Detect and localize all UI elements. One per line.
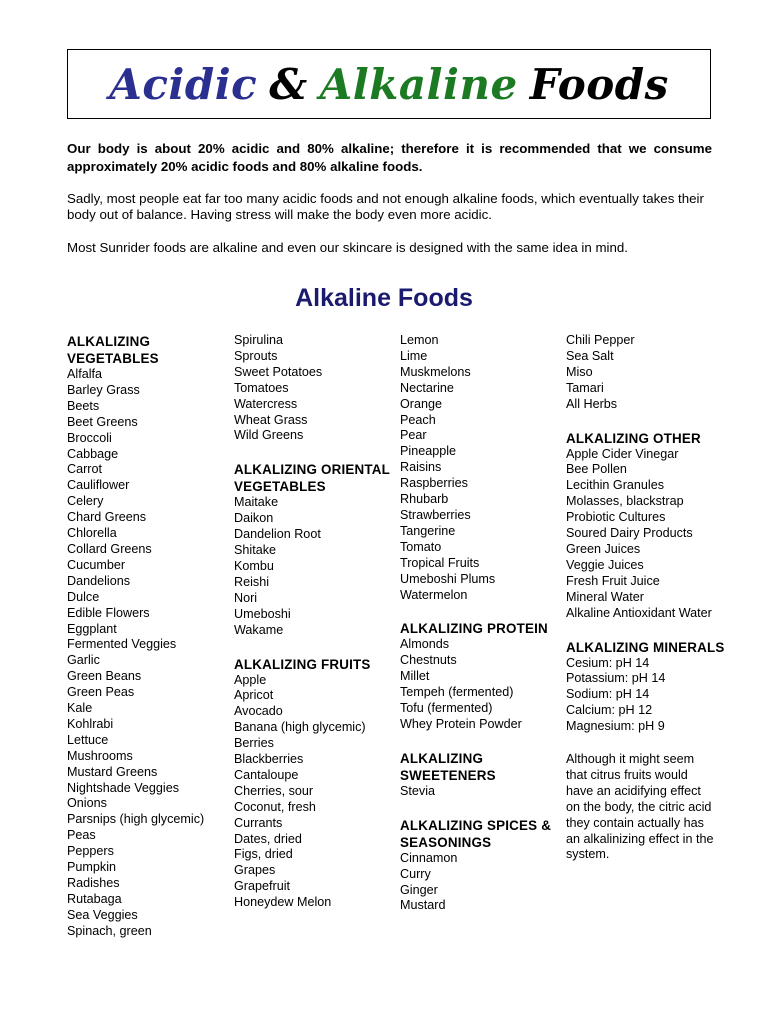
food-item: Kombu [234,558,274,573]
food-item: Rutabaga [67,891,122,906]
food-item: Avocado [234,704,283,719]
food-group-title: ALKALIZING MINERALS [566,639,725,655]
food-item: Mustard Greens [67,764,158,779]
food-item: Coconut, fresh [234,799,316,814]
food-group [400,620,560,732]
title-word-acidic: Acidic [109,59,258,109]
food-item: Peas [67,828,96,843]
food-item: Raisins [400,460,442,475]
food-item: Nectarine [400,380,454,395]
food-item: Eggplant [67,621,117,636]
food-item: Potassium: pH 14 [566,671,666,686]
document-title [67,49,711,119]
food-item: Cauliflower [67,478,130,493]
food-item: Reishi [234,574,269,589]
food-item: Tomato [400,539,442,554]
food-item: Sweet Potatoes [234,364,323,379]
food-item: Cabbage [67,446,119,461]
food-item: Lettuce [67,732,109,747]
food-item: Molasses, blackstrap [566,494,684,509]
food-group-title: ALKALIZING OTHER [566,430,701,446]
food-item: Strawberries [400,507,471,522]
food-group-title: ALKALIZING SWEETENERS [400,750,496,783]
food-group [234,461,394,638]
food-item: Curry [400,866,431,881]
food-item: Currants [234,815,283,830]
food-item: Green Peas [67,685,135,700]
food-item: Edible Flowers [67,605,150,620]
title-ampersand: & [269,59,308,109]
food-item: Lecithin Granules [566,478,665,493]
food-item: Cinnamon [400,850,458,865]
food-item: Stevia [400,783,436,798]
food-item: All Herbs [566,396,618,411]
food-item: Wakame [234,622,284,637]
food-item: Figs, dried [234,847,293,862]
food-item: Orange [400,396,443,411]
food-item: Daikon [234,511,274,526]
food-item: Alkaline Antioxidant Water [566,605,712,620]
food-item: Fermented Veggies [67,637,177,652]
food-item: Sea Salt [566,348,614,363]
food-item: Kohlrabi [67,716,114,731]
food-group [566,639,726,736]
food-item: Magnesium: pH 9 [566,719,665,734]
food-item: Spinach, green [67,923,152,938]
food-item: Mustard [400,898,446,913]
food-item: Wild Greens [234,428,304,443]
food-group [566,333,726,413]
food-item: Chard Greens [67,510,147,525]
food-group [566,430,726,622]
food-group-title: ALKALIZING ORIENTAL VEGETABLES [234,462,390,495]
food-item: Umeboshi Plums [400,571,496,586]
food-item: Chlorella [67,526,117,541]
intro-paragraph-1: Sadly, most people eat far too many acidic foods and not enough alkaline foods, which eventually takes their body out of balance. Having stress will make the body even more acidic. [67,191,704,222]
food-group-title: ALKALIZING PROTEIN [400,621,548,637]
food-item: Miso [566,364,593,379]
food-item: Soured Dairy Products [566,526,693,541]
food-item: Raspberries [400,476,468,491]
food-item: Pear [400,428,427,443]
food-item: Tropical Fruits [400,555,480,570]
food-item: Tomatoes [234,380,289,395]
food-column-3 [400,333,560,931]
food-item: Radishes [67,876,120,890]
food-item: Celery [67,494,104,509]
food-column-2 [234,333,394,928]
food-item: Cantaloupe [234,767,299,782]
food-item: Dandelions [67,573,131,588]
food-group [67,333,227,940]
food-item: Muskmelons [400,364,471,379]
food-item: Wheat Grass [234,412,308,427]
food-item: Beets [67,398,100,413]
food-item: Bee Pollen [566,462,627,477]
food-item: Grapefruit [234,879,290,894]
food-item: Garlic [67,653,100,668]
food-item: Green Juices [566,541,641,556]
food-item: Carrot [67,462,102,477]
food-item: Spirulina [234,333,284,347]
food-item: Whey Protein Powder [400,716,522,731]
food-item: Apricot [234,688,274,703]
food-group [234,656,394,912]
food-item: Nightshade Veggies [67,780,180,795]
food-item: Peach [400,412,436,427]
food-item: Dandelion Root [234,527,321,542]
food-item: Broccoli [67,430,112,445]
food-item: Sea Veggies [67,907,138,922]
food-item: Tamari [566,380,604,395]
food-item: Cucumber [67,557,126,572]
food-item: Mineral Water [566,589,644,604]
title-word-alkaline: Alkaline [319,59,518,109]
food-item: Alfalfa [67,367,103,381]
food-item: Lemon [400,333,439,347]
food-item: Watermelon [400,587,468,602]
food-item: Almonds [400,637,449,652]
food-item: Mushrooms [67,748,133,763]
food-item: Pumpkin [67,860,116,875]
food-group [400,817,560,915]
food-item: Rhubarb [400,492,449,507]
food-item: Chili Pepper [566,333,635,347]
food-item: Kale [67,701,93,716]
food-item: Pineapple [400,444,457,459]
food-item: Beet Greens [67,414,138,429]
food-item: Apple [234,672,267,687]
food-group [400,333,560,603]
food-item: Peppers [67,844,114,859]
food-item: Sprouts [234,348,278,363]
food-item: Honeydew Melon [234,895,332,910]
title-word-foods: Foods [529,59,669,109]
food-item: Nori [234,590,258,605]
food-item: Cherries, sour [234,783,314,798]
food-item: Tangerine [400,523,456,538]
food-item: Onions [67,796,107,811]
food-item: Shitake [234,543,277,558]
food-item: Parsnips (high glycemic) [67,812,205,827]
citrus-note: Although it might seem that citrus fruits would have an acidifying effect on the body, the citric acid they contain actually has an alkalinizing effect in the system. [566,752,714,862]
food-item: Maitake [234,495,279,510]
food-column-4 [566,333,726,863]
food-item: Berries [234,736,274,751]
food-item: Banana (high glycemic) [234,720,366,735]
food-item: Dulce [67,589,100,604]
food-group-title: ALKALIZING VEGETABLES [67,334,159,366]
intro-paragraph-2: Most Sunrider foods are alkaline and even our skincare is designed with the same idea in mind. [67,240,628,255]
food-item: Fresh Fruit Juice [566,573,660,588]
section-heading: Alkaline Foods [295,284,473,312]
food-item: Cesium: pH 14 [566,655,650,670]
food-item: Blackberries [234,752,304,767]
food-item: Umeboshi [234,606,291,621]
food-item: Tempeh (fermented) [400,685,514,700]
food-item: Watercress [234,396,298,411]
food-item: Sodium: pH 14 [566,687,650,702]
food-column-1 [67,333,227,957]
food-item: Grapes [234,863,276,878]
food-item: Ginger [400,882,438,897]
food-item: Green Beans [67,669,142,684]
food-item: Collard Greens [67,541,152,556]
food-item: Barley Grass [67,382,140,397]
food-item: Tofu (fermented) [400,701,493,716]
food-item: Apple Cider Vinegar [566,446,679,461]
food-item: Chestnuts [400,653,457,668]
food-item: Millet [400,669,430,684]
food-group [234,333,394,444]
food-group-title: ALKALIZING SPICES & SEASONINGS [400,817,552,850]
food-item: Veggie Juices [566,557,644,572]
food-item: Probiotic Cultures [566,510,666,525]
food-item: Calcium: pH 12 [566,703,653,718]
intro-bold-paragraph: Our body is about 20% acidic and 80% alkaline; therefore it is recommended that we consume approximately 20% acidic foods and 80% alkaline foods. [67,141,712,174]
food-item: Dates, dried [234,831,302,846]
food-item: Lime [400,348,428,363]
food-group-title: ALKALIZING FRUITS [234,656,371,672]
food-group [400,750,560,800]
